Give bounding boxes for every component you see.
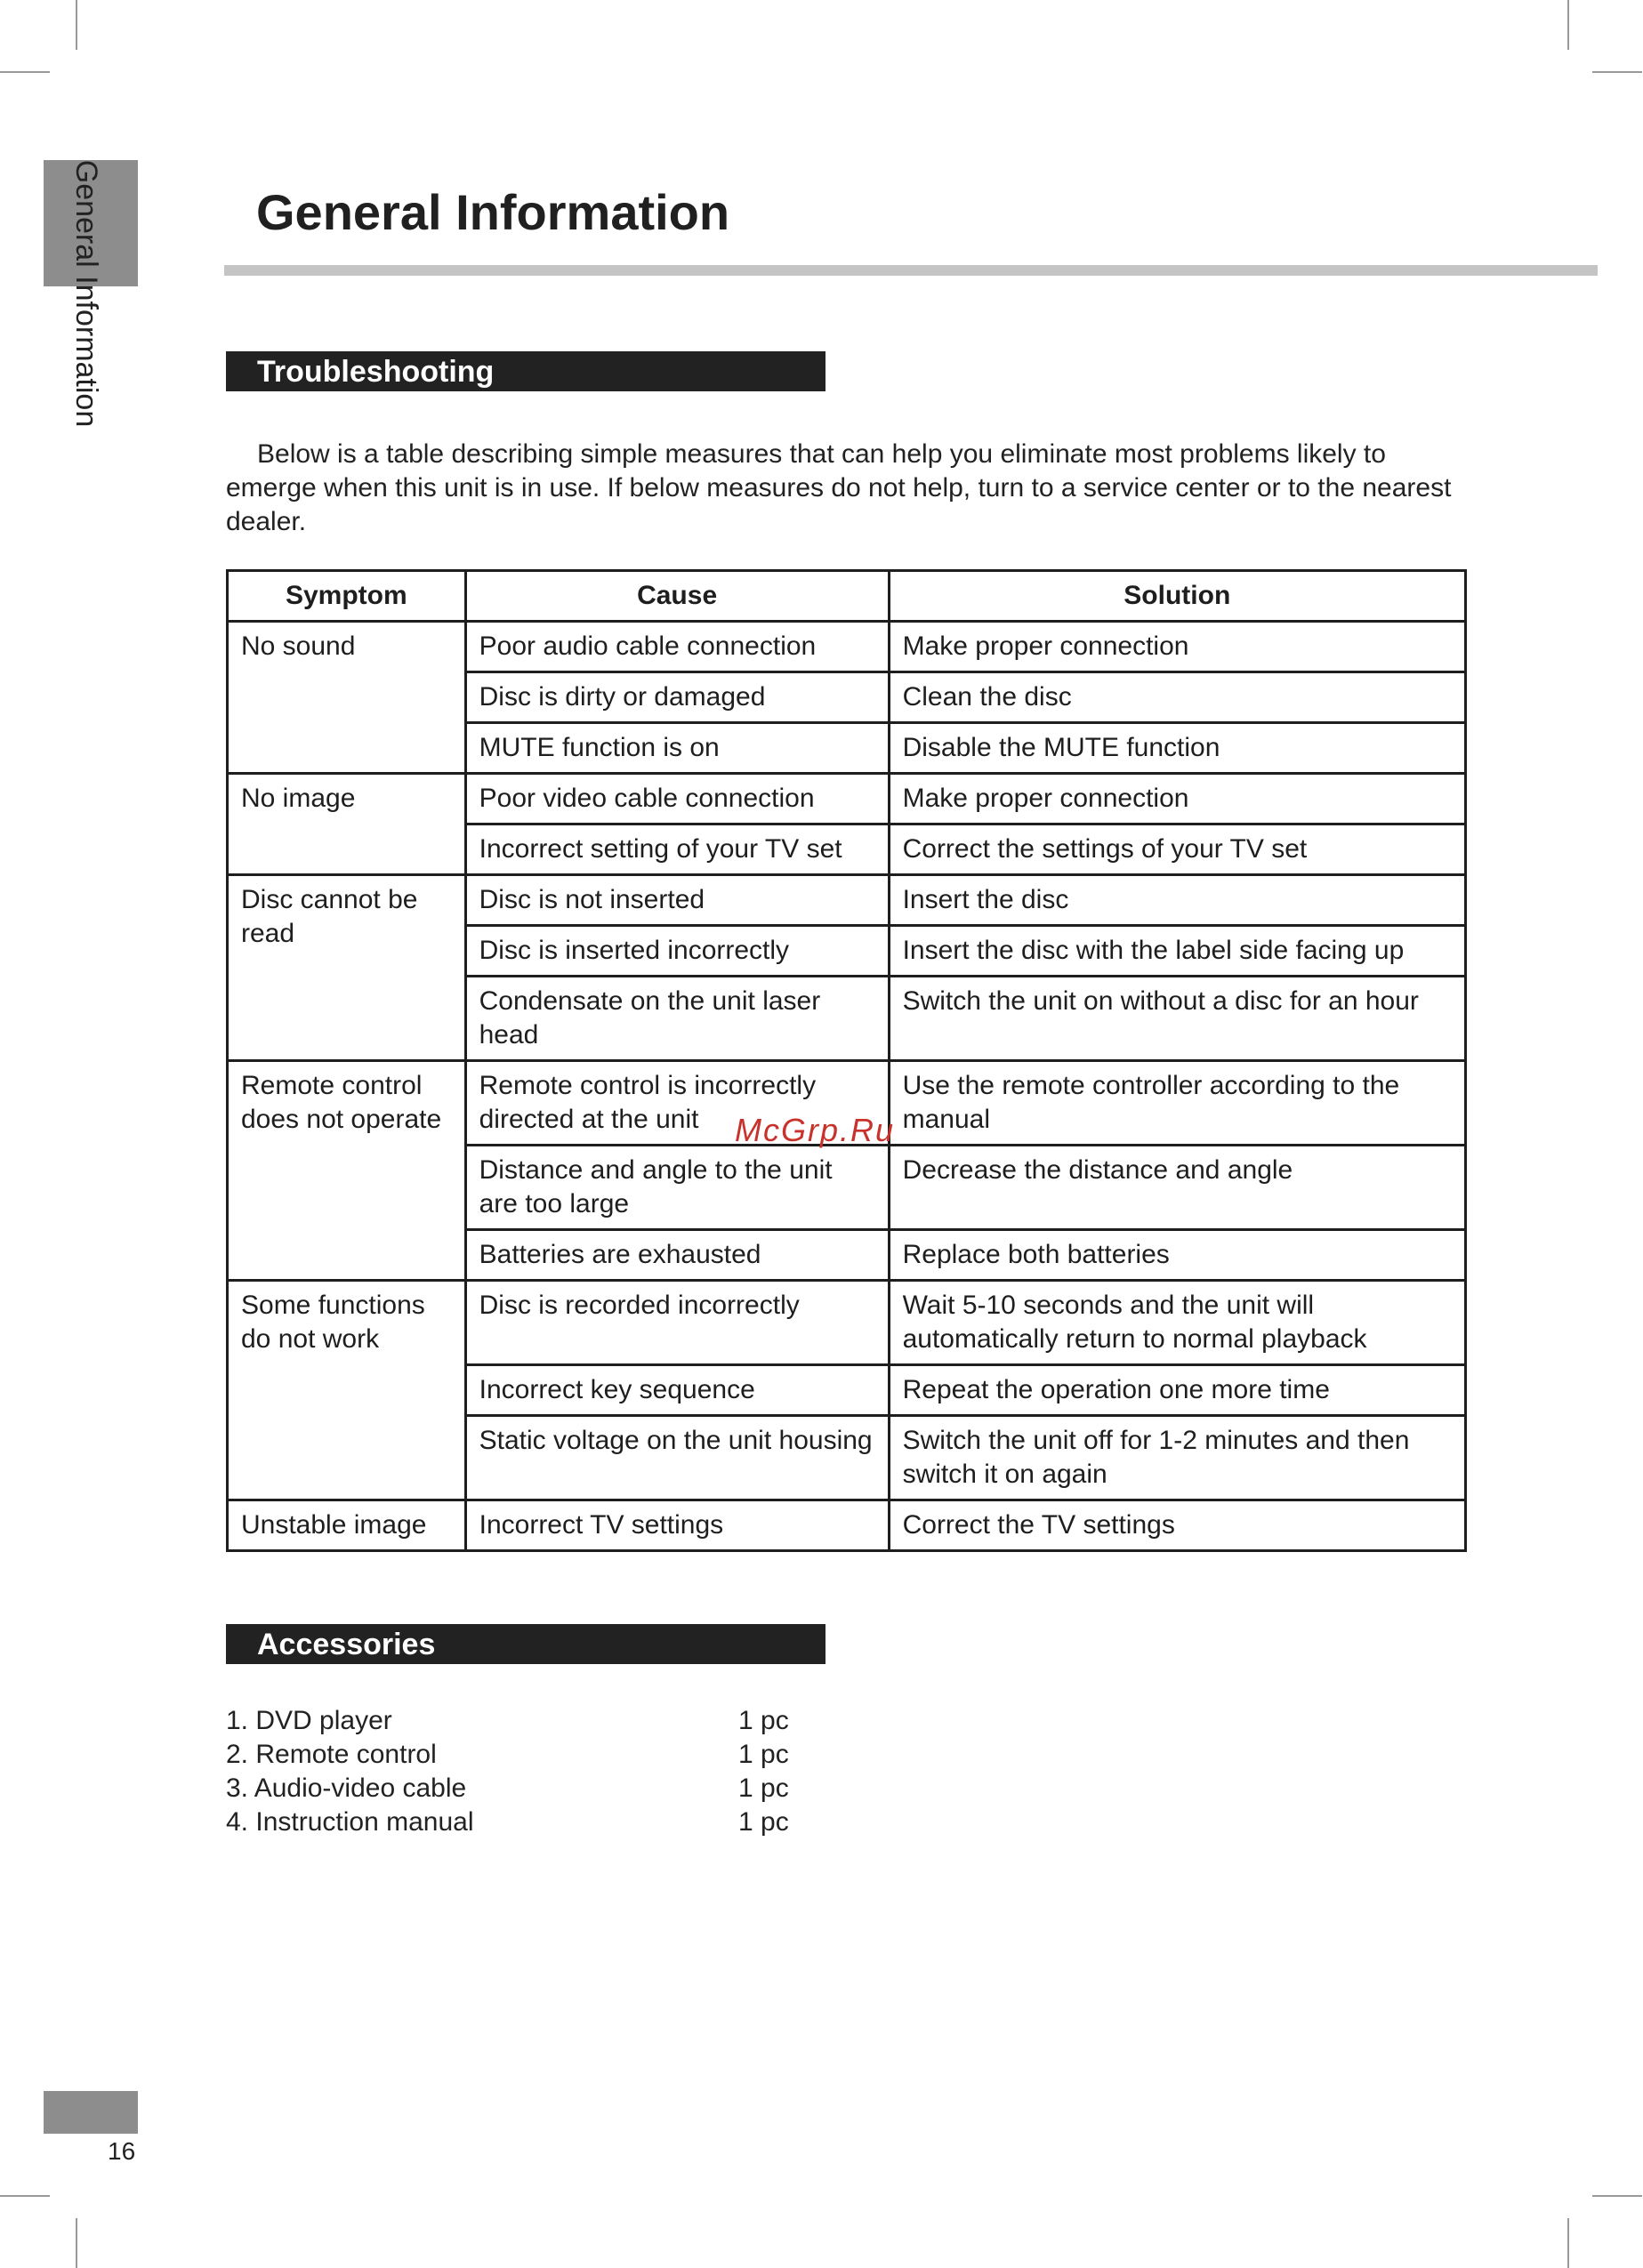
page-number: 16 [108, 2137, 136, 2165]
table-row [228, 1281, 1466, 1365]
cause-cell: MUTE function is on [465, 723, 889, 774]
cause-cell: Incorrect TV settings [465, 1500, 889, 1551]
crop-mark [76, 2218, 77, 2268]
cause-cell: Remote control is incorrectly directed at the unit [465, 1061, 889, 1146]
cause-cell: Disc is inserted incorrectly [465, 926, 889, 977]
watermark-text: McGrp.Ru [735, 1112, 896, 1148]
crop-mark [1592, 2195, 1642, 2197]
accessories-list [226, 1704, 789, 1839]
solution-cell: Insert the disc with the label side facing up [889, 926, 1465, 977]
cause-cell: Batteries are exhausted [465, 1230, 889, 1281]
solution-cell: Switch the unit on without a disc for an hour [889, 977, 1465, 1061]
header-solution: Solution [889, 571, 1465, 622]
solution-cell: Replace both batteries [889, 1230, 1465, 1281]
troubleshooting-table [226, 569, 1467, 1552]
cause-cell: Disc is recorded incorrectly [465, 1281, 889, 1365]
symptom-cell: Disc cannot be read [228, 875, 466, 1061]
list-item [226, 1704, 789, 1738]
table-header-row [228, 571, 1466, 622]
cause-cell: Incorrect setting of your TV set [465, 824, 889, 875]
title-rule [224, 265, 1598, 276]
solution-cell: Repeat the operation one more time [889, 1365, 1465, 1416]
accessory-name: 3. Audio-video cable [226, 1773, 467, 1803]
symptom-cell: No sound [228, 622, 466, 774]
solution-cell: Wait 5-10 seconds and the unit will automatically return to normal playback [889, 1281, 1465, 1365]
list-item [226, 1806, 789, 1839]
crop-mark [0, 2195, 50, 2197]
crop-mark [1567, 2218, 1569, 2268]
list-item [226, 1738, 789, 1772]
crop-mark [1567, 0, 1569, 50]
crop-mark [1592, 71, 1642, 73]
cause-cell: Static voltage on the unit housing [465, 1416, 889, 1500]
accessory-qty: 1 pc [738, 1706, 789, 1735]
accessory-name: 2. Remote control [226, 1740, 437, 1769]
header-symptom: Symptom [228, 571, 466, 622]
troubleshooting-intro [226, 438, 1471, 539]
table-row [228, 774, 1466, 824]
solution-cell: Make proper connection [889, 774, 1465, 824]
accessories-heading: Accessories [226, 1624, 826, 1664]
accessory-name: 4. Instruction manual [226, 1807, 474, 1837]
cause-cell: Poor video cable connection [465, 774, 889, 824]
page-title: General Information [256, 184, 730, 240]
list-item [226, 1772, 789, 1806]
crop-mark [76, 0, 77, 50]
accessory-name: 1. DVD player [226, 1706, 392, 1735]
page-number-block [44, 2091, 138, 2134]
solution-cell: Decrease the distance and angle [889, 1146, 1465, 1230]
solution-cell: Disable the MUTE function [889, 723, 1465, 774]
solution-cell: Use the remote controller according to the manual [889, 1061, 1465, 1146]
symptom-cell: Some functions do not work [228, 1281, 466, 1500]
solution-cell: Switch the unit off for 1-2 minutes and then switch it on again [889, 1416, 1465, 1500]
cause-cell: Poor audio cable connection [465, 622, 889, 672]
solution-cell: Correct the TV settings [889, 1500, 1465, 1551]
solution-cell: Make proper connection [889, 622, 1465, 672]
troubleshooting-heading: Troubleshooting [226, 351, 826, 391]
accessory-qty: 1 pc [738, 1807, 789, 1837]
cause-cell: Incorrect key sequence [465, 1365, 889, 1416]
crop-mark [0, 71, 50, 73]
solution-cell: Clean the disc [889, 672, 1465, 723]
intro-text: Below is a table describing simple measures that can help you eliminate most problems likely to emerge when this unit is in use. If below measures do not help, turn to a service center or to the nearest dealer. [226, 439, 1452, 536]
header-cause: Cause [465, 571, 889, 622]
accessory-qty: 1 pc [738, 1740, 789, 1769]
table-row [228, 622, 1466, 672]
cause-cell: Distance and angle to the unit are too large [465, 1146, 889, 1230]
symptom-cell: No image [228, 774, 466, 875]
table-row [228, 1500, 1466, 1551]
symptom-cell: Remote control does not operate [228, 1061, 466, 1281]
cause-cell: Condensate on the unit laser head [465, 977, 889, 1061]
cause-cell: Disc is not inserted [465, 875, 889, 926]
cause-cell: Disc is dirty or damaged [465, 672, 889, 723]
symptom-cell: Unstable image [228, 1500, 466, 1551]
solution-cell: Insert the disc [889, 875, 1465, 926]
side-section-label: General Information [69, 159, 103, 428]
solution-cell: Correct the settings of your TV set [889, 824, 1465, 875]
table-row [228, 875, 1466, 926]
accessory-qty: 1 pc [738, 1773, 789, 1803]
